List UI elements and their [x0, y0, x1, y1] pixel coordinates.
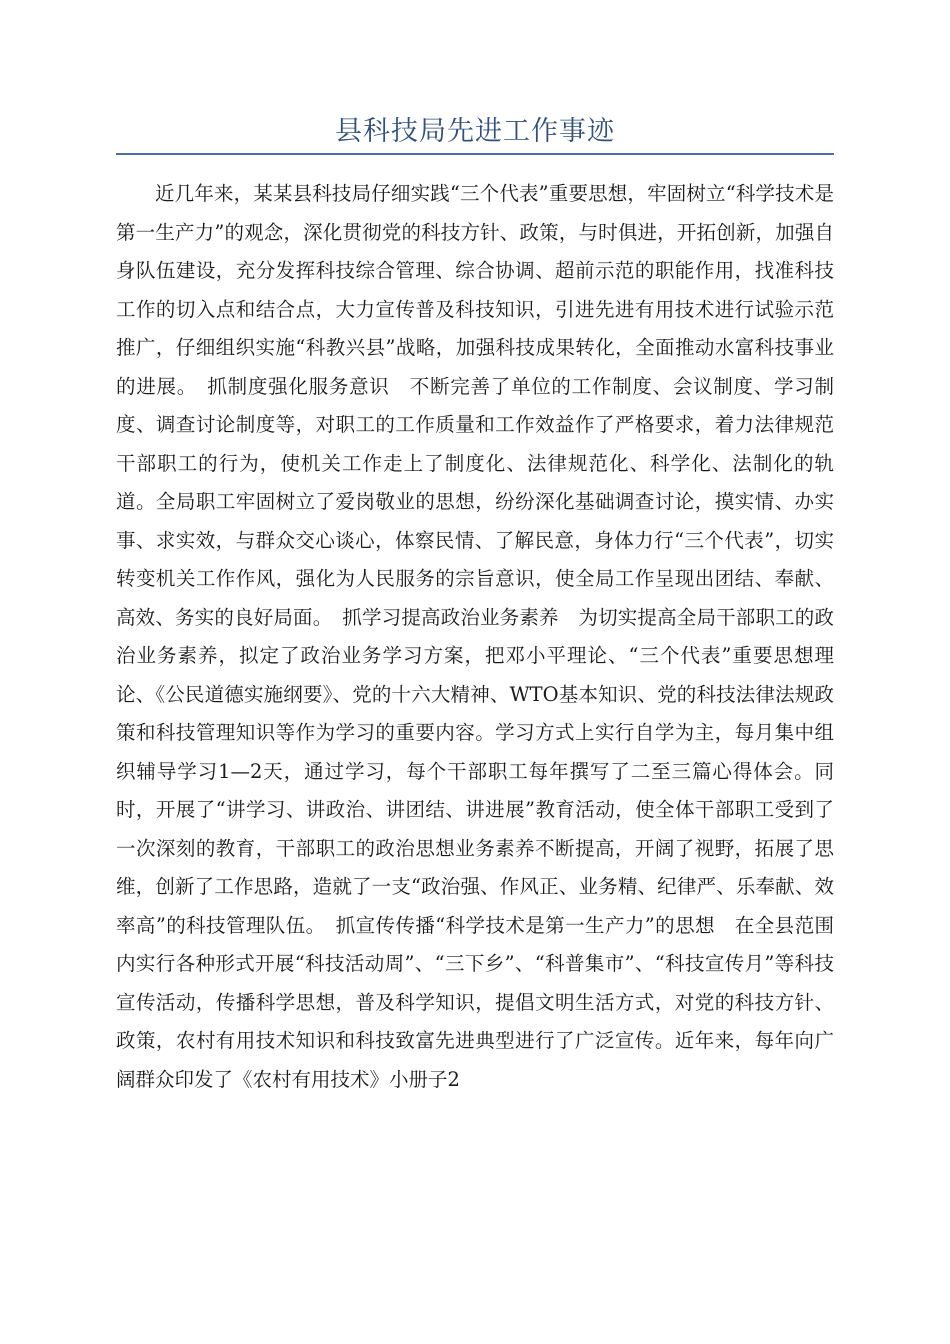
title-underline [116, 153, 834, 155]
body-paragraph: 近几年来，某某县科技局仔细实践“三个代表”重要思想，牢固树立“科学技术是第一生产力”的观念，深化贯彻党的科技方针、政策，与时俱进，开拓创新，加强自身队伍建设，充分发挥科技综合管理、综合协调、超前示范的职能作用，找准科技工作的切入点和结合点，大力宣传普及科技知识，引进先进有用技术进行试验示范推广，仔细组织实施“科教兴县”战略，加强科技成果转化，全面推动水富科技事业的进展。 抓制度强化服务意识 不断完善了单位的工作制度、会议制度、学习制度、调查讨论制度等，对职工的工作质量和工作效益作了严格要求，着力法律规范干部职工的行为，使机关工作走上了制度化、法律规范化、科学化、法制化的轨道。全局职工牢固树立了爱岗敬业的思想，纷纷深化基础调查讨论，摸实情、办实事、求实效，与群众交心谈心，体察民情、了解民意，身体力行“三个代表”，切实转变机关工作作风，强化为人民服务的宗旨意识，使全局工作呈现出团结、奉献、高效、务实的良好局面。 抓学习提高政治业务素养 为切实提高全局干部职工的政治业务素养，拟定了政治业务学习方案，把邓小平理论、“三个代表”重要思想理论、《公民道德实施纲要》、党的十六大精神、WTO基本知识、党的科技法律法规政策和科技管理知识等作为学习的重要内容。学习方式上实行自学为主，每月集中组织辅导学习1—2天，通过学习，每个干部职工每年撰写了二至三篇心得体会。同时，开展了“讲学习、讲政治、讲团结、讲进展”教育活动，使全体干部职工受到了一次深刻的教育，干部职工的政治思想业务素养不断提高，开阔了视野，拓展了思维，创新了工作思路，造就了一支“政治强、作风正、业务精、纪律严、乐奉献、效率高”的科技管理队伍。 抓宣传传播“科学技术是第一生产力”的思想 在全县范围内实行各种形式开展“科技活动周”、“三下乡”、“科普集市”、“科技宣传月”等科技宣传活动，传播科学思想，普及科学知识，提倡文明生活方式，对党的科技方针、政策，农村有用技术知识和科技致富先进典型进行了广泛宣传。近年来，每年向广阔群众印发了《农村有用技术》小册子2 [116, 182, 834, 1091]
document-title: 县科技局先进工作事迹 [335, 116, 615, 147]
